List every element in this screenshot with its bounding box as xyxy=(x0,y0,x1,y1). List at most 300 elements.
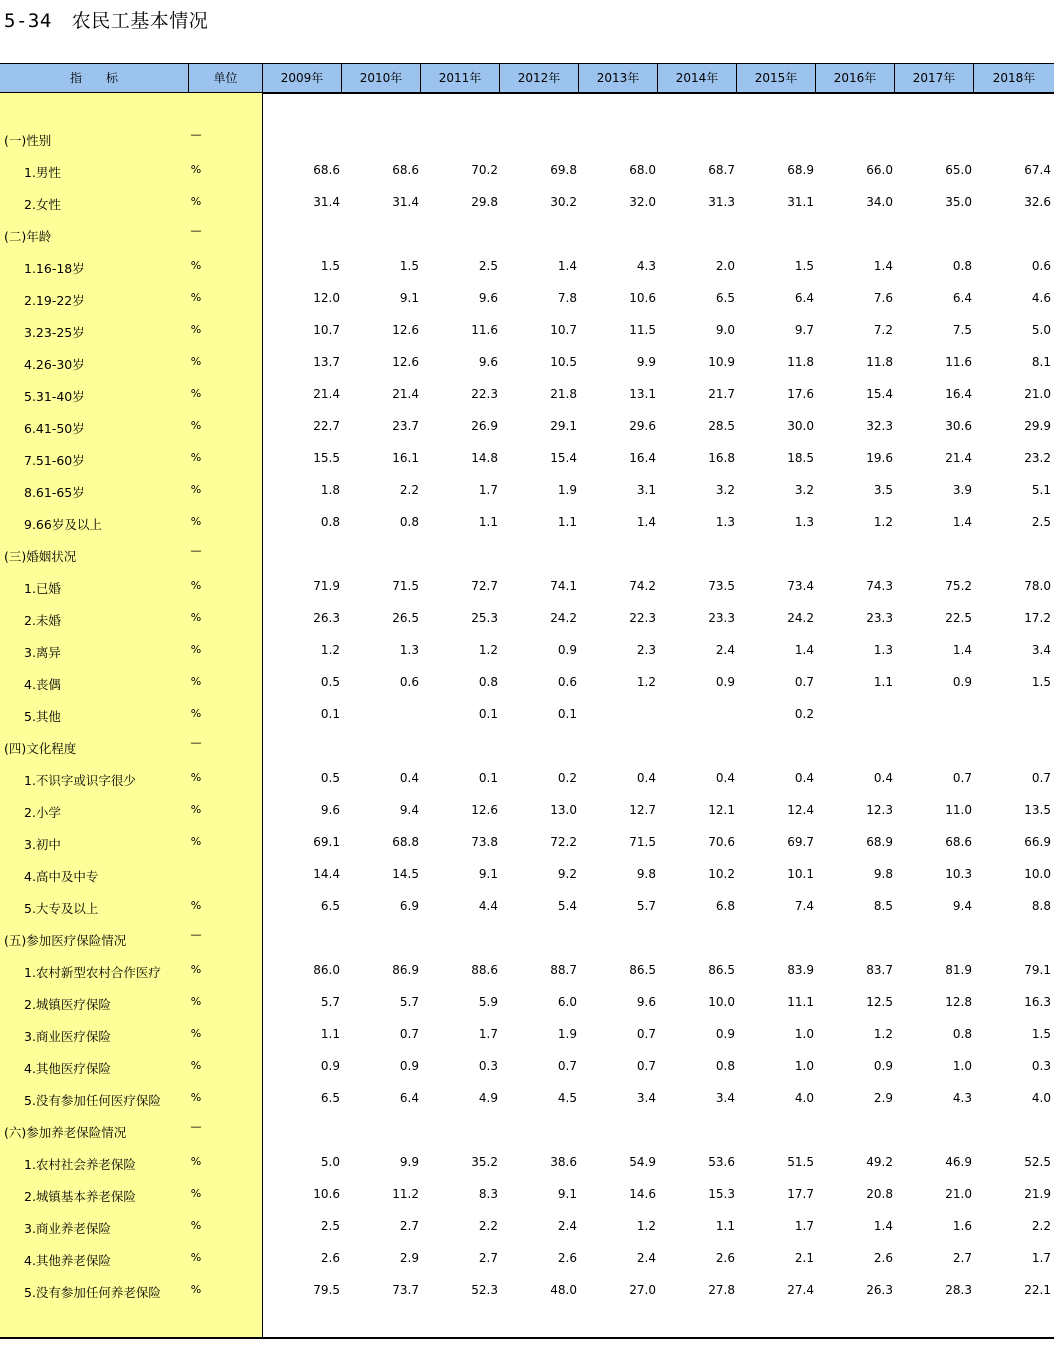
cell-value: 1.2 xyxy=(636,1219,656,1233)
cell-value: 1.3 xyxy=(715,515,735,529)
row-label: 4.其他医疗保险 xyxy=(24,1061,111,1076)
cell-value: 9.6 xyxy=(320,803,340,817)
cell-value: 21.7 xyxy=(708,387,735,401)
cell-value: 71.5 xyxy=(392,579,419,593)
cell-value: 17.6 xyxy=(787,387,814,401)
cell-value: 1.4 xyxy=(952,643,972,657)
cell-value: 52.3 xyxy=(471,1283,498,1297)
table-row xyxy=(0,699,1054,731)
cell-value: 23.3 xyxy=(708,611,735,625)
cell-value: 1.4 xyxy=(873,1219,893,1233)
row-label: 1.农村社会养老保险 xyxy=(24,1157,136,1172)
header-year: 2017年 xyxy=(895,64,974,92)
table-row xyxy=(0,283,1054,315)
cell-value: 21.8 xyxy=(550,387,577,401)
cell-value: 79.1 xyxy=(1024,963,1051,977)
cell-value: 29.8 xyxy=(471,195,498,209)
row-label: 9.66岁及以上 xyxy=(24,517,102,532)
cell-value: 0.6 xyxy=(399,675,419,689)
cell-value: 0.9 xyxy=(399,1059,419,1073)
cell-value: 0.9 xyxy=(557,643,577,657)
cell-value: 2.6 xyxy=(873,1251,893,1265)
cell-value: 0.5 xyxy=(320,771,340,785)
cell-value: 2.2 xyxy=(399,483,419,497)
cell-value: 22.1 xyxy=(1024,1283,1051,1297)
cell-value: 27.0 xyxy=(629,1283,656,1297)
cell-value: 10.9 xyxy=(708,355,735,369)
cell-value: 15.5 xyxy=(313,451,340,465)
cell-value: 32.6 xyxy=(1024,195,1051,209)
row-label: 5.31-40岁 xyxy=(24,389,85,404)
table-row xyxy=(0,635,1054,667)
cell-value: 2.2 xyxy=(1031,1219,1051,1233)
cell-value: 1.0 xyxy=(794,1027,814,1041)
cell-value: 11.0 xyxy=(945,803,972,817)
row-label: 2.城镇基本养老保险 xyxy=(24,1189,136,1204)
cell-value: 73.7 xyxy=(392,1283,419,1297)
cell-value: 2.9 xyxy=(399,1251,419,1265)
cell-value: 11.8 xyxy=(787,355,814,369)
cell-value: 10.5 xyxy=(550,355,577,369)
cell-value: 16.4 xyxy=(945,387,972,401)
cell-value: 0.3 xyxy=(1031,1059,1051,1073)
cell-value: 46.9 xyxy=(945,1155,972,1169)
cell-value: 4.9 xyxy=(478,1091,498,1105)
cell-value: 17.7 xyxy=(787,1187,814,1201)
cell-value: 68.9 xyxy=(787,163,814,177)
cell-value: 2.6 xyxy=(715,1251,735,1265)
cell-value: 1.0 xyxy=(794,1059,814,1073)
table-row xyxy=(0,443,1054,475)
row-label: 2.未婚 xyxy=(24,613,61,628)
table-row xyxy=(0,1275,1054,1307)
cell-value: 1.7 xyxy=(478,1027,498,1041)
cell-value: 0.2 xyxy=(794,707,814,721)
cell-value: 31.3 xyxy=(708,195,735,209)
row-label: 3.商业医疗保险 xyxy=(24,1029,111,1044)
cell-value: 10.7 xyxy=(313,323,340,337)
cell-value: 1.1 xyxy=(320,1027,340,1041)
cell-value: 0.4 xyxy=(715,771,735,785)
cell-value: 0.8 xyxy=(320,515,340,529)
cell-value: 13.0 xyxy=(550,803,577,817)
cell-value: 86.0 xyxy=(313,963,340,977)
header-year: 2018年 xyxy=(992,71,1036,85)
cell-value: 67.4 xyxy=(1024,163,1051,177)
cell-value: 9.2 xyxy=(557,867,577,881)
cell-value: 65.0 xyxy=(945,163,972,177)
cell-value: 4.3 xyxy=(636,259,656,273)
cell-value: 14.6 xyxy=(629,1187,656,1201)
cell-value: 2.4 xyxy=(636,1251,656,1265)
section-row xyxy=(0,1115,1054,1147)
row-label: 4.26-30岁 xyxy=(24,357,85,372)
cell-value: 12.4 xyxy=(787,803,814,817)
cell-value: 54.9 xyxy=(629,1155,656,1169)
cell-value: 2.6 xyxy=(557,1251,577,1265)
cell-value: 51.5 xyxy=(787,1155,814,1169)
cell-value: 83.9 xyxy=(787,963,814,977)
row-unit: — xyxy=(190,128,202,141)
cell-value: 31.1 xyxy=(787,195,814,209)
cell-value: 21.9 xyxy=(1024,1187,1051,1201)
cell-value: 4.6 xyxy=(1031,291,1051,305)
cell-value: 16.1 xyxy=(392,451,419,465)
table-row xyxy=(0,1051,1054,1083)
cell-value: 3.4 xyxy=(1031,643,1051,657)
cell-value: 12.6 xyxy=(392,355,419,369)
cell-value: 4.4 xyxy=(478,899,498,913)
cell-value: 1.5 xyxy=(399,259,419,273)
cell-value: 72.2 xyxy=(550,835,577,849)
cell-value: 68.6 xyxy=(392,163,419,177)
cell-value: 0.6 xyxy=(557,675,577,689)
row-unit: — xyxy=(190,544,202,557)
cell-value: 0.4 xyxy=(873,771,893,785)
cell-value: 52.5 xyxy=(1024,1155,1051,1169)
cell-value: 68.7 xyxy=(708,163,735,177)
cell-value: 1.7 xyxy=(794,1219,814,1233)
cell-value: 27.4 xyxy=(787,1283,814,1297)
cell-value: 0.7 xyxy=(399,1027,419,1041)
cell-value: 74.2 xyxy=(629,579,656,593)
table-row xyxy=(0,379,1054,411)
cell-value: 0.5 xyxy=(320,675,340,689)
cell-value: 2.7 xyxy=(478,1251,498,1265)
cell-value: 4.0 xyxy=(794,1091,814,1105)
cell-value: 11.6 xyxy=(945,355,972,369)
cell-value: 1.2 xyxy=(873,515,893,529)
cell-value: 31.4 xyxy=(313,195,340,209)
cell-value: 3.4 xyxy=(636,1091,656,1105)
row-unit: % xyxy=(190,835,202,848)
row-unit: % xyxy=(190,803,202,816)
cell-value: 3.2 xyxy=(794,483,814,497)
cell-value: 15.4 xyxy=(550,451,577,465)
cell-value: 0.1 xyxy=(478,707,498,721)
cell-value: 2.7 xyxy=(399,1219,419,1233)
cell-value: 0.4 xyxy=(794,771,814,785)
cell-value: 1.0 xyxy=(952,1059,972,1073)
row-unit: % xyxy=(190,1219,202,1232)
cell-value: 9.1 xyxy=(478,867,498,881)
table-bottom-rule xyxy=(0,1337,1054,1339)
cell-value: 32.3 xyxy=(866,419,893,433)
table-row xyxy=(0,315,1054,347)
cell-value: 1.5 xyxy=(320,259,340,273)
table-row xyxy=(0,155,1054,187)
section-row xyxy=(0,731,1054,763)
cell-value: 9.8 xyxy=(636,867,656,881)
row-label: 3.商业养老保险 xyxy=(24,1221,111,1236)
cell-value: 0.7 xyxy=(1031,771,1051,785)
cell-value: 24.2 xyxy=(787,611,814,625)
cell-value: 35.2 xyxy=(471,1155,498,1169)
cell-value: 9.9 xyxy=(399,1155,419,1169)
cell-value: 12.6 xyxy=(471,803,498,817)
cell-value: 25.3 xyxy=(471,611,498,625)
cell-value: 11.5 xyxy=(629,323,656,337)
cell-value: 7.4 xyxy=(794,899,814,913)
cell-value: 23.7 xyxy=(392,419,419,433)
cell-value: 2.5 xyxy=(320,1219,340,1233)
table-row xyxy=(0,1147,1054,1179)
cell-value: 20.8 xyxy=(866,1187,893,1201)
cell-value: 68.8 xyxy=(392,835,419,849)
cell-value: 16.4 xyxy=(629,451,656,465)
cell-value: 0.9 xyxy=(715,1027,735,1041)
cell-value: 0.7 xyxy=(952,771,972,785)
table-row xyxy=(0,987,1054,1019)
cell-value: 0.8 xyxy=(952,1027,972,1041)
table-row xyxy=(0,411,1054,443)
row-unit: % xyxy=(190,259,202,272)
cell-value: 1.7 xyxy=(478,483,498,497)
row-label: 4.高中及中专 xyxy=(24,869,99,884)
cell-value: 66.9 xyxy=(1024,835,1051,849)
row-label: 3.23-25岁 xyxy=(24,325,85,340)
cell-value: 38.6 xyxy=(550,1155,577,1169)
cell-value: 9.1 xyxy=(399,291,419,305)
cell-value: 73.5 xyxy=(708,579,735,593)
cell-value: 9.6 xyxy=(636,995,656,1009)
cell-value: 81.9 xyxy=(945,963,972,977)
cell-value: 1.7 xyxy=(1031,1251,1051,1265)
cell-value: 13.5 xyxy=(1024,803,1051,817)
cell-value: 29.9 xyxy=(1024,419,1051,433)
header-year: 2015年 xyxy=(737,64,816,92)
cell-value: 28.3 xyxy=(945,1283,972,1297)
row-unit: % xyxy=(190,771,202,784)
cell-value: 10.0 xyxy=(1024,867,1051,881)
table-row xyxy=(0,1019,1054,1051)
cell-value: 68.6 xyxy=(945,835,972,849)
cell-value: 6.5 xyxy=(320,899,340,913)
cell-value: 2.6 xyxy=(320,1251,340,1265)
cell-value: 1.6 xyxy=(952,1219,972,1233)
cell-value: 11.8 xyxy=(866,355,893,369)
table-row xyxy=(0,187,1054,219)
row-label: 5.没有参加任何医疗保险 xyxy=(24,1093,161,1108)
cell-value: 1.1 xyxy=(873,675,893,689)
cell-value: 73.4 xyxy=(787,579,814,593)
row-label: 2.城镇医疗保险 xyxy=(24,997,111,1012)
row-label: (一)性别 xyxy=(4,133,52,148)
table-row xyxy=(0,667,1054,699)
row-unit: % xyxy=(190,963,202,976)
cell-value: 6.9 xyxy=(399,899,419,913)
cell-value: 12.7 xyxy=(629,803,656,817)
row-unit: — xyxy=(190,736,202,749)
row-unit: % xyxy=(190,451,202,464)
cell-value: 9.4 xyxy=(952,899,972,913)
cell-value: 9.9 xyxy=(636,355,656,369)
row-unit: — xyxy=(190,1120,202,1133)
cell-value: 72.7 xyxy=(471,579,498,593)
row-unit: % xyxy=(190,675,202,688)
table-row xyxy=(0,347,1054,379)
cell-value: 12.1 xyxy=(708,803,735,817)
cell-value: 5.0 xyxy=(1031,323,1051,337)
cell-value: 11.1 xyxy=(787,995,814,1009)
cell-value: 7.5 xyxy=(952,323,972,337)
cell-value: 0.1 xyxy=(320,707,340,721)
table-row xyxy=(0,891,1054,923)
cell-value: 0.8 xyxy=(715,1059,735,1073)
cell-value: 11.2 xyxy=(392,1187,419,1201)
cell-value: 30.0 xyxy=(787,419,814,433)
cell-value: 6.8 xyxy=(715,899,735,913)
cell-value: 69.8 xyxy=(550,163,577,177)
cell-value: 26.9 xyxy=(471,419,498,433)
cell-value: 22.7 xyxy=(313,419,340,433)
cell-value: 5.4 xyxy=(557,899,577,913)
cell-value: 6.5 xyxy=(320,1091,340,1105)
table-row xyxy=(0,827,1054,859)
cell-value: 0.7 xyxy=(557,1059,577,1073)
cell-value: 4.3 xyxy=(952,1091,972,1105)
table-row xyxy=(0,1243,1054,1275)
cell-value: 1.8 xyxy=(320,483,340,497)
cell-value: 7.8 xyxy=(557,291,577,305)
cell-value: 5.7 xyxy=(320,995,340,1009)
cell-value: 14.4 xyxy=(313,867,340,881)
cell-value: 0.9 xyxy=(320,1059,340,1073)
cell-value: 6.5 xyxy=(715,291,735,305)
cell-value: 1.2 xyxy=(636,675,656,689)
table-row xyxy=(0,1083,1054,1115)
header-unit: 单位 xyxy=(189,64,263,92)
row-unit: % xyxy=(190,707,202,720)
cell-value: 9.4 xyxy=(399,803,419,817)
row-unit: % xyxy=(190,1059,202,1072)
cell-value: 15.3 xyxy=(708,1187,735,1201)
cell-value: 70.2 xyxy=(471,163,498,177)
cell-value: 0.7 xyxy=(794,675,814,689)
cell-value: 3.9 xyxy=(952,483,972,497)
cell-value: 48.0 xyxy=(550,1283,577,1297)
header-indicator: 指 标 xyxy=(0,64,189,92)
cell-value: 13.1 xyxy=(629,387,656,401)
table-number: 5-34 xyxy=(4,10,52,32)
header-year: 2014年 xyxy=(658,64,737,92)
cell-value: 11.6 xyxy=(471,323,498,337)
cell-value: 69.7 xyxy=(787,835,814,849)
row-label: (五)参加医疗保险情况 xyxy=(4,933,127,948)
cell-value: 16.8 xyxy=(708,451,735,465)
cell-value: 9.7 xyxy=(794,323,814,337)
cell-value: 74.1 xyxy=(550,579,577,593)
cell-value: 32.0 xyxy=(629,195,656,209)
cell-value: 2.5 xyxy=(1031,515,1051,529)
cell-value: 78.0 xyxy=(1024,579,1051,593)
cell-value: 21.4 xyxy=(313,387,340,401)
row-label: 2.小学 xyxy=(24,805,61,820)
cell-value: 1.1 xyxy=(478,515,498,529)
table-row xyxy=(0,795,1054,827)
cell-value: 0.2 xyxy=(557,771,577,785)
cell-value: 16.3 xyxy=(1024,995,1051,1009)
cell-value: 2.2 xyxy=(478,1219,498,1233)
cell-value: 6.4 xyxy=(399,1091,419,1105)
cell-value: 86.5 xyxy=(629,963,656,977)
cell-value: 24.2 xyxy=(550,611,577,625)
cell-value: 9.0 xyxy=(715,323,735,337)
cell-value: 1.5 xyxy=(1031,1027,1051,1041)
cell-value: 26.3 xyxy=(866,1283,893,1297)
section-row xyxy=(0,123,1054,155)
cell-value: 7.2 xyxy=(873,323,893,337)
cell-value: 2.9 xyxy=(873,1091,893,1105)
cell-value: 31.4 xyxy=(392,195,419,209)
row-unit: % xyxy=(190,483,202,496)
cell-value: 9.1 xyxy=(557,1187,577,1201)
table-row xyxy=(0,507,1054,539)
row-label: 6.41-50岁 xyxy=(24,421,85,436)
cell-value: 0.1 xyxy=(478,771,498,785)
cell-value: 28.5 xyxy=(708,419,735,433)
cell-value: 29.1 xyxy=(550,419,577,433)
section-row xyxy=(0,219,1054,251)
row-unit: % xyxy=(190,1251,202,1264)
cell-value: 26.3 xyxy=(313,611,340,625)
cell-value: 74.3 xyxy=(866,579,893,593)
cell-value: 10.6 xyxy=(313,1187,340,1201)
row-label: 1.农村新型农村合作医疗 xyxy=(24,965,161,980)
cell-value: 88.7 xyxy=(550,963,577,977)
cell-value: 73.8 xyxy=(471,835,498,849)
cell-value: 70.6 xyxy=(708,835,735,849)
cell-value: 1.1 xyxy=(557,515,577,529)
cell-value: 3.1 xyxy=(636,483,656,497)
cell-value: 22.5 xyxy=(945,611,972,625)
cell-value: 30.6 xyxy=(945,419,972,433)
cell-value: 5.9 xyxy=(478,995,498,1009)
row-label: 3.初中 xyxy=(24,837,61,852)
row-label: 5.其他 xyxy=(24,709,61,724)
cell-value: 8.5 xyxy=(873,899,893,913)
cell-value: 1.3 xyxy=(794,515,814,529)
cell-value: 10.3 xyxy=(945,867,972,881)
cell-value: 7.6 xyxy=(873,291,893,305)
table-row xyxy=(0,1211,1054,1243)
cell-value: 14.8 xyxy=(471,451,498,465)
cell-value: 0.3 xyxy=(478,1059,498,1073)
cell-value: 68.0 xyxy=(629,163,656,177)
cell-value: 86.9 xyxy=(392,963,419,977)
cell-value: 9.8 xyxy=(873,867,893,881)
cell-value: 1.4 xyxy=(873,259,893,273)
row-unit: % xyxy=(190,355,202,368)
cell-value: 66.0 xyxy=(866,163,893,177)
header-year: 2011年 xyxy=(421,64,500,92)
cell-value: 83.7 xyxy=(866,963,893,977)
header-year: 2009年 xyxy=(263,64,342,92)
row-label: 8.61-65岁 xyxy=(24,485,85,500)
cell-value: 4.5 xyxy=(557,1091,577,1105)
cell-value: 0.9 xyxy=(873,1059,893,1073)
row-unit: % xyxy=(190,1187,202,1200)
cell-value: 79.5 xyxy=(313,1283,340,1297)
row-label: 2.19-22岁 xyxy=(24,293,85,308)
cell-value: 71.9 xyxy=(313,579,340,593)
cell-value: 10.2 xyxy=(708,867,735,881)
cell-value: 0.9 xyxy=(715,675,735,689)
cell-value: 1.3 xyxy=(873,643,893,657)
cell-value: 23.2 xyxy=(1024,451,1051,465)
cell-value: 3.5 xyxy=(873,483,893,497)
cell-value: 1.5 xyxy=(1031,675,1051,689)
